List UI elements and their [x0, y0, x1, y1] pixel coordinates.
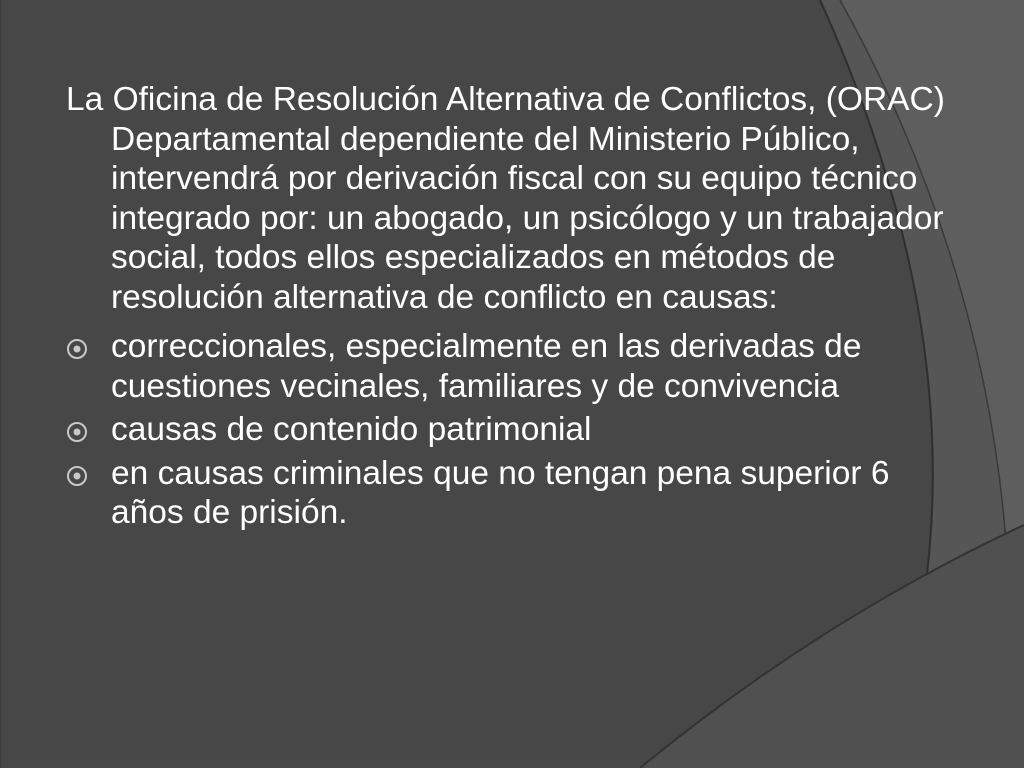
circled-dot-icon [66, 421, 88, 443]
slide-body [66, 80, 966, 533]
list-item [66, 454, 966, 533]
list-item-text: en causas criminales que no tengan pena superior 6 años de prisión. [111, 454, 890, 531]
list-item [66, 410, 966, 450]
list-item [66, 327, 966, 406]
intro-paragraph: La Oficina de Resolución Alternativa de Conflictos, (ORAC) Departamental dependiente del Ministerio Público, intervendrá por derivación fiscal con su equipo técnico integrado por: un abogado, un psicólogo y un trabajador social, todos ellos especializados en métodos de resolución alternativa de conflicto en causas: [66, 81, 945, 316]
circled-dot-icon [66, 338, 88, 360]
list-item-text: correccionales, especialmente en las derivadas de cuestiones vecinales, familiares y de convivencia [111, 328, 862, 405]
circled-dot-icon [66, 465, 88, 487]
list-item-text: causas de contenido patrimonial [111, 411, 592, 448]
